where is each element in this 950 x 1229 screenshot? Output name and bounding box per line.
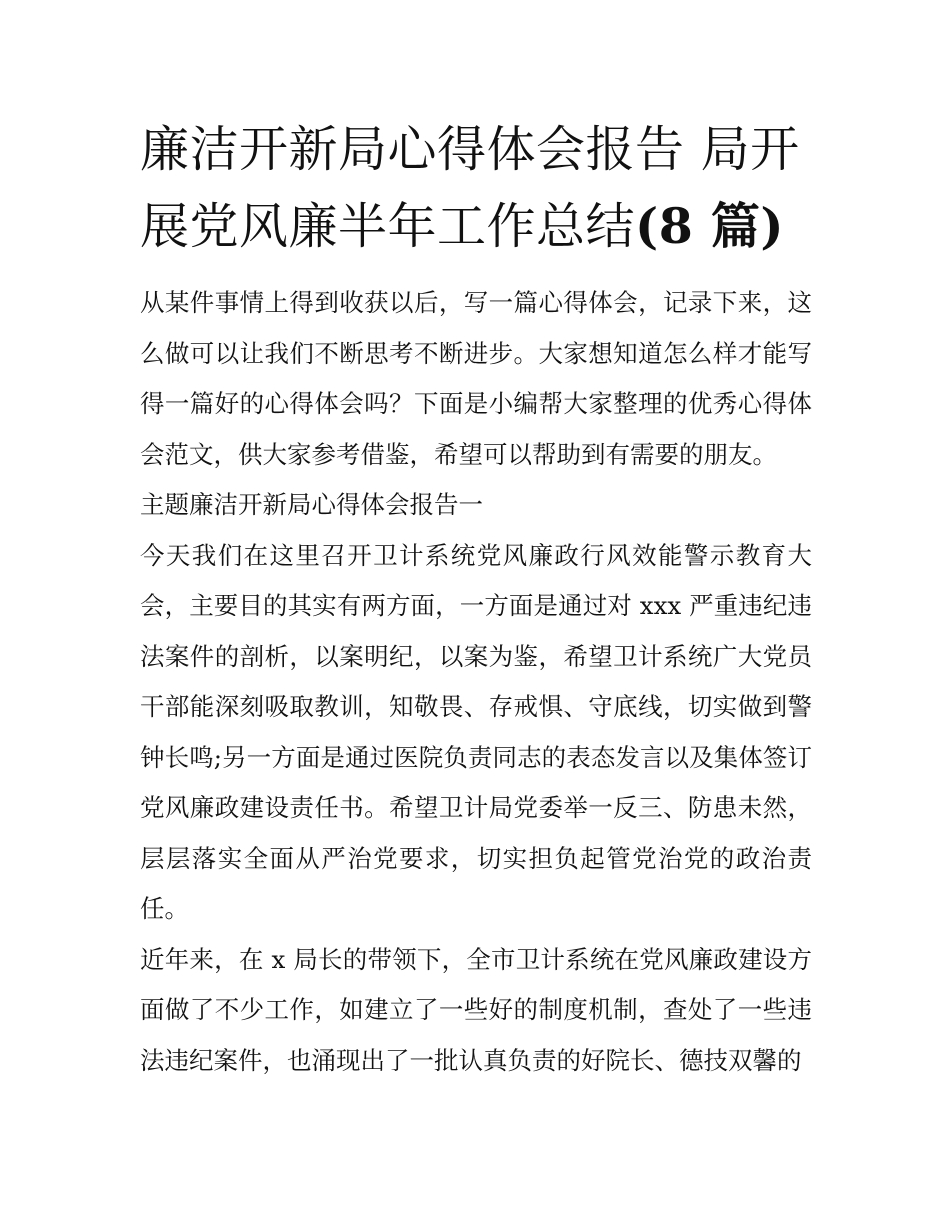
title-text: 廉洁开新局心得体会报告 局开展党风廉半年工作总结 xyxy=(140,121,800,255)
title-count: (8 篇) xyxy=(635,197,785,255)
document-page xyxy=(140,112,812,1086)
document-title xyxy=(140,112,812,265)
body-paragraph: 近年来，在 x 局长的带领下，全市卫计系统在党风廉政建设方面做了不少工作，如建立了一些好的制度机制，查处了一些违法违纪案件，也涌现出了一批认真负责的好院长、德技双馨的 xyxy=(140,944,812,1075)
section-heading: 主题廉洁开新局心得体会报告一 xyxy=(140,490,483,519)
body-paragraph: 今天我们在这里召开卫计系统党风廉政行风效能警示教育大会，主要目的其实有两方面，一方面是通过对 xxx 严重违纪违法案件的剖析，以案明纪，以案为鉴，希望卫计系统广大党员干部能深刻吸取教训，知敬畏、存戒惧、守底线，切实做到警钟长鸣;另一方面是通过医院负责同志的表态发言以及集体签订党风廉政建设责任书。希望卫计局党委举一反三、防患未然，层层落实全面从严治党要求，切实担负起管党治党的政治责任。 xyxy=(140,540,812,923)
document-body xyxy=(140,278,812,1086)
intro-paragraph: 从某件事情上得到收获以后，写一篇心得体会，记录下来，这么做可以让我们不断思考不断进步。大家想知道怎么样才能写得一篇好的心得体会吗？下面是小编帮大家整理的优秀心得体会范文，供大家参考借鉴，希望可以帮助到有需要的朋友。 xyxy=(140,288,812,469)
